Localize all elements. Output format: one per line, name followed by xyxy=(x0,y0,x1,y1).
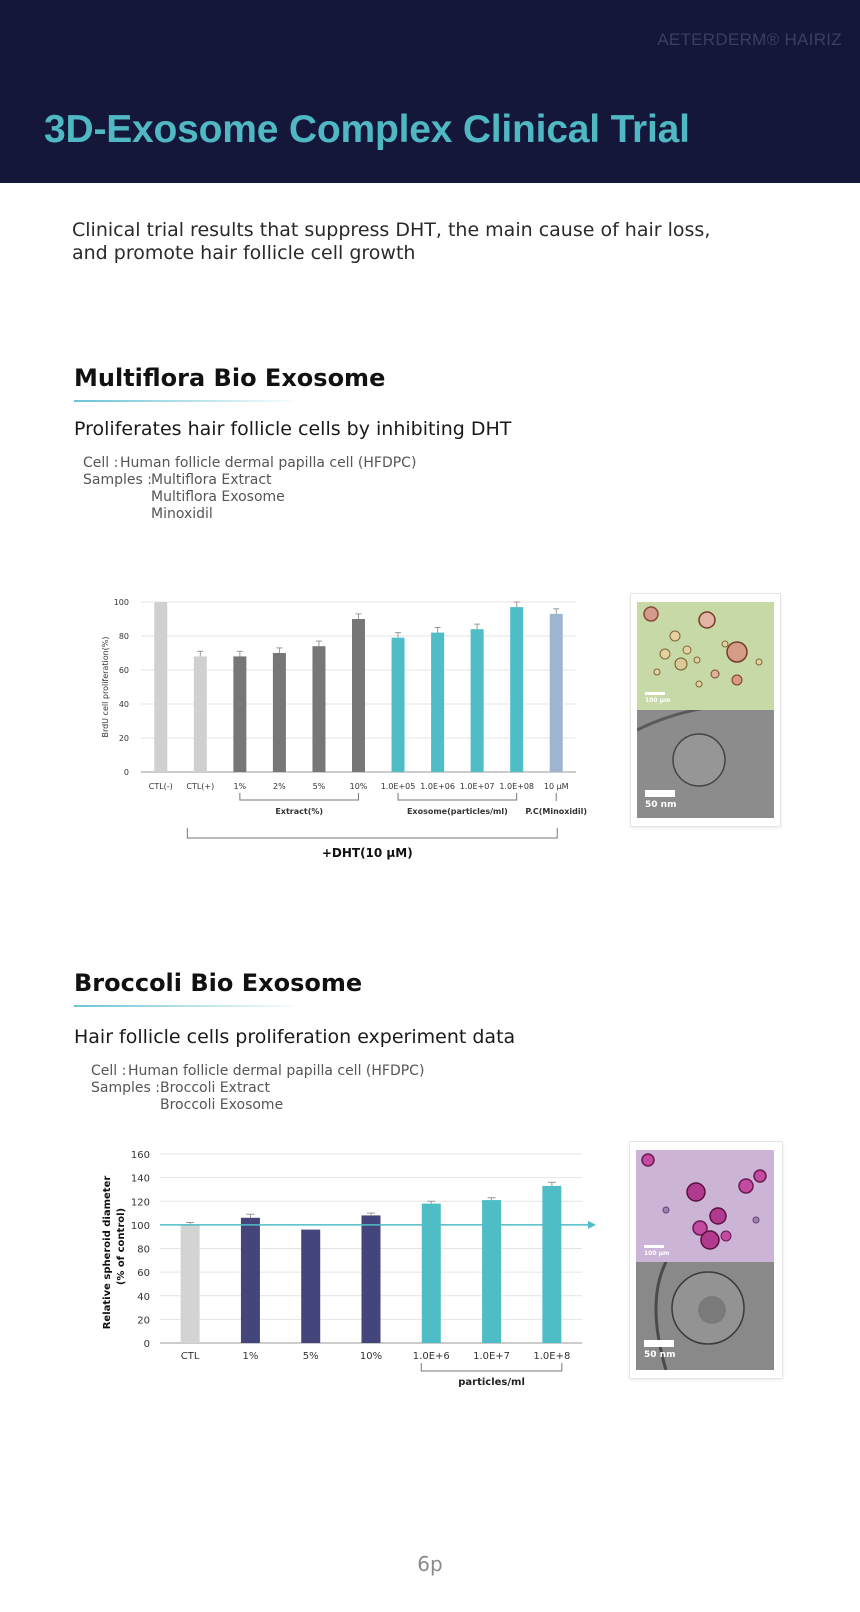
group-bracket xyxy=(421,1363,562,1371)
bar xyxy=(352,619,365,772)
reference-arrow xyxy=(588,1221,596,1229)
bar xyxy=(431,633,444,772)
bar xyxy=(233,656,246,772)
cell-value: Human follicle dermal papilla cell (HFDPC) xyxy=(128,1063,425,1079)
bar xyxy=(241,1218,260,1343)
sample-item: Multiflora Exosome xyxy=(151,489,285,505)
y-tick-label: 40 xyxy=(118,700,129,709)
cell-value: Human follicle dermal papilla cell (HFDPC) xyxy=(120,455,417,471)
micrograph-frame-2 xyxy=(630,1142,782,1378)
bar xyxy=(194,656,207,772)
bar xyxy=(542,1186,561,1343)
x-tick-label: 10 μM xyxy=(543,782,569,791)
x-tick-label: 10% xyxy=(359,1351,383,1362)
x-tick-label: 5% xyxy=(312,782,326,791)
microscope-image-top xyxy=(637,602,774,710)
section1-title: Multiflora Bio Exosome xyxy=(74,364,386,392)
intro-line-2: and promote hair follicle cell growth xyxy=(72,242,416,264)
x-tick-label: CTL(-) xyxy=(148,782,173,791)
electron-microscope-image-bottom xyxy=(637,710,774,818)
micrograph-frame-1 xyxy=(631,594,780,826)
bar xyxy=(392,638,405,772)
electron-microscope-image-bottom xyxy=(636,1262,774,1370)
x-tick-label: 2% xyxy=(273,782,286,791)
y-tick-label: 60 xyxy=(118,666,129,675)
dht-bracket-label: +DHT(10 μM) xyxy=(321,846,413,860)
intro-line-1: Clinical trial results that suppress DHT, the main cause of hair loss, xyxy=(72,219,711,241)
section1-meta xyxy=(83,455,416,523)
scale-label: 50 nm xyxy=(645,800,677,810)
y-tick-label: 20 xyxy=(118,734,129,743)
bar xyxy=(510,607,523,772)
x-tick-label: 1% xyxy=(242,1351,259,1362)
x-tick-label: CTL xyxy=(180,1351,200,1362)
scale-bar xyxy=(644,1245,664,1248)
x-tick-label: 1.0E+06 xyxy=(420,782,455,791)
header-banner xyxy=(0,0,860,183)
y-tick-label: 40 xyxy=(137,1291,150,1303)
bar xyxy=(312,646,325,772)
scale-label: 100 μm xyxy=(645,697,671,704)
y-tick-label: 20 xyxy=(137,1315,150,1327)
intro-text xyxy=(72,219,752,265)
y-tick-label: 0 xyxy=(123,768,129,777)
group-label: Exosome(particles/ml) xyxy=(406,807,508,816)
group-bracket xyxy=(240,793,359,800)
y-tick-label: 60 xyxy=(137,1268,150,1280)
bar xyxy=(362,1215,381,1343)
brdu-proliferation-chart xyxy=(96,590,606,870)
x-tick-label: 1.0E+6 xyxy=(412,1351,450,1362)
section2-meta xyxy=(91,1063,424,1114)
y-axis-label: BrdU cell proliferation(%) xyxy=(101,636,110,738)
scale-label: 100 μm xyxy=(644,1250,670,1257)
y-tick-label: 100 xyxy=(113,598,129,607)
sample-item: Multiflora Extract xyxy=(151,472,272,488)
y-axis-label-2: (% of control) xyxy=(116,1207,127,1286)
cell-label: Cell : xyxy=(91,1063,127,1079)
spheroid-diameter-chart xyxy=(96,1140,606,1400)
page-number: 6p xyxy=(417,1552,443,1576)
sample-item: Broccoli Exosome xyxy=(160,1097,284,1113)
x-tick-label: 1.0E+08 xyxy=(499,782,535,791)
x-tick-label: 1% xyxy=(233,782,247,791)
x-tick-label: 5% xyxy=(302,1351,319,1362)
bar xyxy=(273,653,286,772)
y-tick-label: 140 xyxy=(130,1173,150,1185)
samples-label: Samples : xyxy=(83,472,152,488)
section1-title-underline xyxy=(74,400,294,402)
scale-label: 50 nm xyxy=(644,1350,676,1360)
scale-bar xyxy=(645,692,665,695)
dht-bracket xyxy=(187,828,557,838)
x-tick-label: 1.0E+8 xyxy=(533,1351,571,1362)
brand-logo: AETERDERM® HAIRIZ xyxy=(657,30,842,49)
page-title: 3D-Exosome Complex Clinical Trial xyxy=(44,108,690,151)
sample-item: Broccoli Extract xyxy=(160,1080,270,1096)
section2-title-underline xyxy=(74,1005,294,1007)
scale-bar xyxy=(644,1340,674,1347)
bar xyxy=(154,602,167,772)
x-tick-label: 1.0E+7 xyxy=(473,1351,511,1362)
bar xyxy=(301,1230,320,1343)
y-tick-label: 80 xyxy=(137,1244,150,1256)
bar xyxy=(471,629,484,772)
microscope-image-top xyxy=(636,1150,774,1262)
sample-item: Minoxidil xyxy=(151,506,213,522)
group-bracket xyxy=(398,793,517,800)
y-tick-label: 100 xyxy=(130,1220,150,1232)
section1-subtitle: Proliferates hair follicle cells by inhibiting DHT xyxy=(74,418,512,440)
y-tick-label: 160 xyxy=(130,1150,150,1161)
group-label: P.C(Minoxidil) xyxy=(525,807,588,816)
group-label: Extract(%) xyxy=(275,807,324,816)
section2-subtitle: Hair follicle cells proliferation experiment data xyxy=(74,1026,516,1048)
y-tick-label: 120 xyxy=(130,1197,150,1209)
y-tick-label: 0 xyxy=(143,1339,150,1350)
y-tick-label: 80 xyxy=(118,632,129,641)
samples-label: Samples : xyxy=(91,1080,160,1096)
scale-bar xyxy=(645,790,675,797)
group-label: particles/ml xyxy=(458,1377,525,1388)
bar xyxy=(181,1225,200,1343)
x-tick-label: 10% xyxy=(349,782,368,791)
bar xyxy=(482,1200,501,1343)
x-tick-label: CTL(+) xyxy=(186,782,215,791)
bar xyxy=(550,614,563,772)
cell-label: Cell : xyxy=(83,455,119,471)
x-tick-label: 1.0E+07 xyxy=(459,782,495,791)
x-tick-label: 1.0E+05 xyxy=(380,782,416,791)
y-axis-label: Relative spheroid diameter xyxy=(102,1175,113,1330)
section2-title: Broccoli Bio Exosome xyxy=(74,969,363,997)
